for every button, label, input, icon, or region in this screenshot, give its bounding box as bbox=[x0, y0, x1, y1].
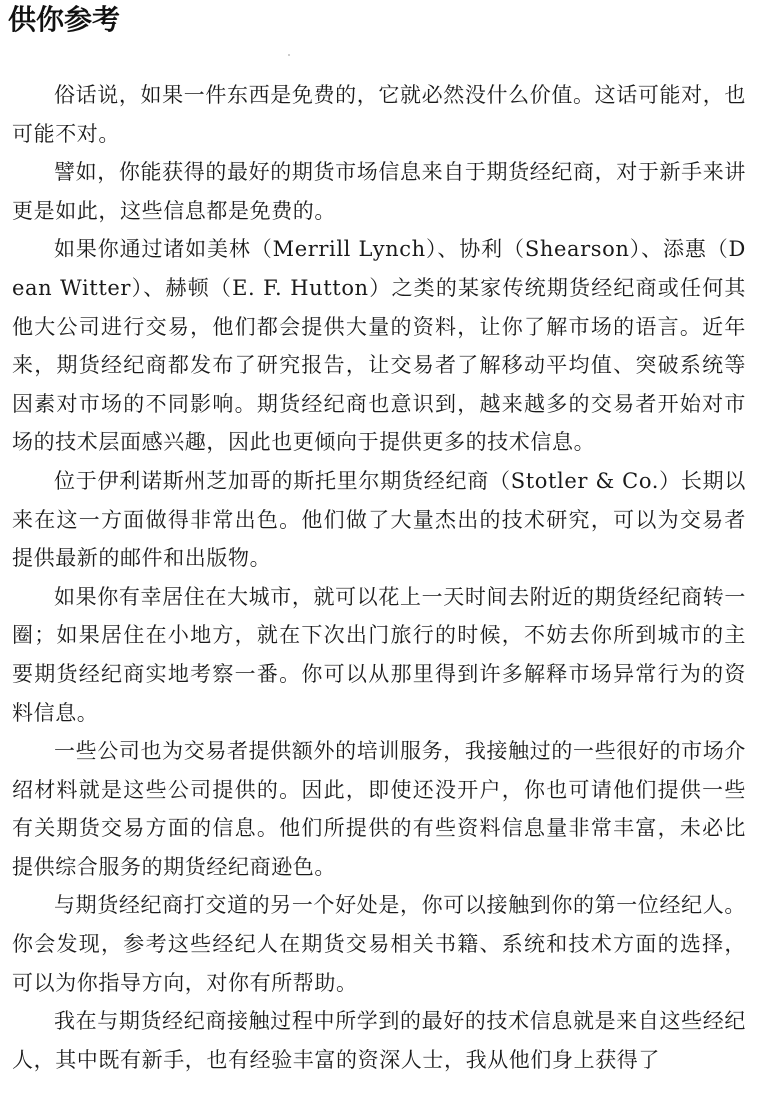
body-text bbox=[12, 76, 746, 1079]
paragraph-3: 如果你通过诸如美林（Merrill Lynch）、协利（Shearson）、添惠（Dean Witter）、赫顿（E. F. Hutton）之类的某家传统期货经纪商或任何其他大公司进行交易，他们都会提供大量的资料，让你了解市场的语言。近年来，期货经纪商都发布了研究报告，让交易者了解移动平均值、突破系统等因素对市场的不同影响。期货经纪商也意识到，越来越多的交易者开始对市场的技术层面感兴趣，因此也更倾向于提供更多的技术信息。 bbox=[12, 237, 746, 455]
paragraph-1: 俗话说，如果一件东西是免费的，它就必然没什么价值。这话可能对，也可能不对。 bbox=[12, 83, 746, 146]
scan-speck bbox=[288, 54, 290, 56]
paragraph-5: 如果你有幸居住在大城市，就可以花上一天时间去附近的期货经纪商转一圈；如果居住在小地方，就在下次出门旅行的时候，不妨去你所到城市的主要期货经纪商实地考察一番。你可以从那里得到许多解释市场异常行为的资料信息。 bbox=[12, 584, 746, 725]
paragraph-7: 与期货经纪商打交道的另一个好处是，你可以接触到你的第一位经纪人。你会发现，参考这些经纪人在期货交易相关书籍、系统和技术方面的选择，可以为你指导方向，对你有所帮助。 bbox=[12, 893, 746, 995]
paragraph-8: 我在与期货经纪商接触过程中所学到的最好的技术信息就是来自这些经纪人，其中既有新手，也有经验丰富的资深人士，我从他们身上获得了 bbox=[12, 1009, 746, 1072]
paragraph-2: 譬如，你能获得的最好的期货市场信息来自于期货经纪商，对于新手来讲更是如此，这些信息都是免费的。 bbox=[12, 160, 746, 223]
paragraph-6: 一些公司也为交易者提供额外的培训服务，我接触过的一些很好的市场介绍材料就是这些公司提供的。因此，即使还没开户，你也可请他们提供一些有关期货交易方面的信息。他们所提供的有些资料信息量非常丰富，未必比提供综合服务的期货经纪商逊色。 bbox=[12, 739, 746, 879]
paragraph-4: 位于伊利诺斯州芝加哥的斯托里尔期货经纪商（Stotler & Co.）长期以来在这一方面做得非常出色。他们做了大量杰出的技术研究，可以为交易者提供最新的邮件和出版物。 bbox=[12, 468, 746, 571]
section-heading: 供你参考 bbox=[8, 3, 121, 36]
